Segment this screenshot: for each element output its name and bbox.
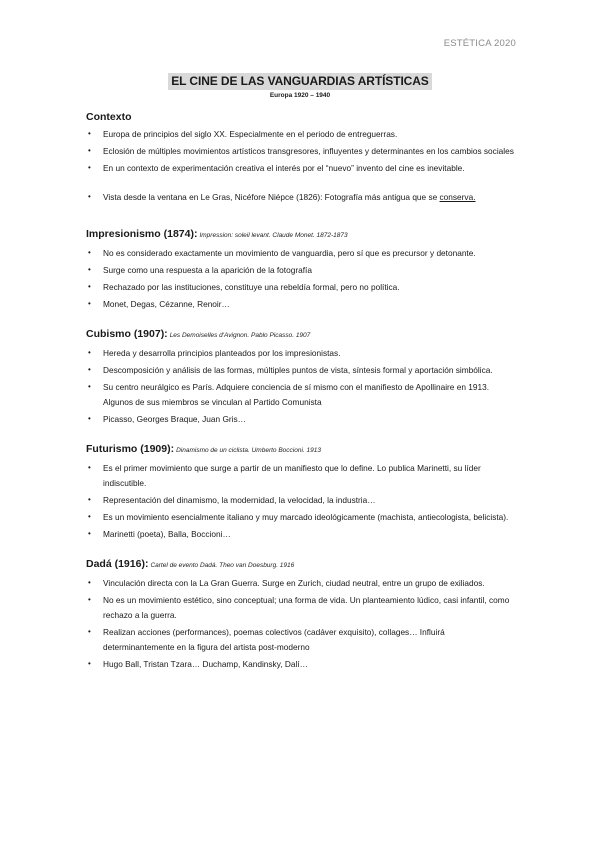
section-heading: Contexto <box>86 111 132 123</box>
list-item: • Picasso, Georges Braque, Juan Gris… <box>86 412 518 427</box>
bullet-icon: • <box>88 264 91 274</box>
bullet-icon: • <box>88 191 91 201</box>
bullet-list <box>86 576 518 671</box>
section-impresionismo <box>86 227 518 312</box>
list-item: • Marinetti (poeta), Balla, Boccioni… <box>86 527 518 542</box>
bullet-icon: • <box>88 463 91 473</box>
course-header: ESTÉTICA 2020 <box>443 38 516 49</box>
bullet-icon: • <box>88 129 91 138</box>
list-item: • Surge como una respuesta a la aparición de la fotografía <box>86 263 518 278</box>
list-item: • Hugo Ball, Tristan Tzara… Duchamp, Kandinsky, Dalí… <box>86 657 518 672</box>
bullet-icon: • <box>88 348 91 358</box>
list-item: • Eclosión de múltiples movimientos artísticos transgresores, influyentes y determinantes en los cambios sociales <box>86 144 518 159</box>
list-item: • No es considerado exactamente un movimiento de vanguardia, pero sí que es precursor y detonante. <box>86 246 518 261</box>
bullet-icon: • <box>88 511 91 521</box>
list-item: • Es el primer movimiento que surge a partir de un manifiesto que lo define. Lo publica Marinetti, su líder indiscutible. <box>88 463 481 488</box>
bullet-icon: • <box>88 145 91 155</box>
section-heading: Cubismo (1907): Les Demoiselles d'Avignon. Pablo Picasso. 1907 <box>86 328 311 341</box>
bullet-icon: • <box>88 382 91 392</box>
list-item: • Descomposición y análisis de las formas, múltiples puntos de vista, síntesis formal y aportación simbólica. <box>86 363 518 378</box>
list-item: • Es un movimiento esencialmente italiano y muy marcado ideológicamente (machista, antiecologista, belicista). <box>86 510 518 525</box>
bullet-icon: • <box>88 413 91 423</box>
bullet-icon: • <box>88 494 91 504</box>
bullet-icon: • <box>88 626 91 636</box>
list-item: • Su centro neurálgico es París. Adquiere conciencia de sí mismo con el manifiesto de Apollinaire en 1913. Algunos de sus miembros se vinculan al Partido Comunista <box>88 382 490 407</box>
document-body <box>86 110 518 674</box>
title-block <box>0 72 600 99</box>
section-dada <box>86 557 518 671</box>
bullet-icon: • <box>88 298 91 308</box>
list-item: • Monet, Degas, Cézanne, Renoir… <box>86 297 518 312</box>
bullet-icon: • <box>88 658 91 668</box>
section-heading: Dadá (1916): Cartel de evento Dadá. Theo van Doesburg. 1916 <box>86 558 295 571</box>
section-cubismo <box>86 327 518 426</box>
artwork-caption: Impression: soleil levant. Claude Monet. 1872-1873 <box>199 231 348 239</box>
artwork-caption: Les Demoiselles d'Avignon. Pablo Picasso. 1907 <box>169 332 311 340</box>
list-item: • Hereda y desarrolla principios planteados por los impresionistas. <box>86 346 518 361</box>
section-heading: Futurismo (1909): Dinamismo de un ciclista. Umberto Boccioni. 1913 <box>86 443 321 456</box>
underlined-text: conserva. <box>439 191 476 202</box>
bullet-icon: • <box>88 247 91 257</box>
list-item: • Representación del dinamismo, la modernidad, la velocidad, la industria… <box>86 493 518 508</box>
list-item: • No es un movimiento estético, sino conceptual; una forma de vida. Un planteamiento lúdico, casi infantil, como rechazo a la guerra. <box>88 595 510 620</box>
bullet-icon: • <box>88 595 91 605</box>
bullet-icon: • <box>88 365 91 375</box>
bullet-icon: • <box>88 578 91 588</box>
section-context <box>86 110 518 205</box>
list-item: • Vinculación directa con la La Gran Guerra. Surge en Zurich, ciudad neutral, entre un grupo de exiliados. <box>86 576 518 591</box>
bullet-icon: • <box>88 281 91 291</box>
list-item: • Realizan acciones (performances), poemas colectivos (cadáver exquisito), collages… Influirá determinantemente en la figura del artista post-moderno <box>88 626 445 652</box>
list-item: • Vista desde la ventana en Le Gras, Nicéfore Niépce (1826): Fotografía más antigua que se conserva. <box>86 190 518 205</box>
section-heading: Impresionismo (1874): Impression: soleil levant. Claude Monet. 1872-1873 <box>86 227 348 240</box>
list-item: • Europa de principios del siglo XX. Especialmente en el periodo de entreguerras. <box>86 127 518 142</box>
section-futurismo <box>86 442 518 541</box>
bullet-icon: • <box>88 528 91 538</box>
list-item: • En un contexto de experimentación creativa el interés por el “nuevo” invento del cine es inevitable. <box>86 161 518 176</box>
bullet-icon: • <box>88 162 91 172</box>
bullet-list <box>86 246 518 312</box>
list-item: • Rechazado por las instituciones, constituye una rebeldía formal, pero no política. <box>86 280 518 295</box>
artwork-caption: Cartel de evento Dadá. Theo van Doesburg. 1916 <box>150 562 295 570</box>
document-subtitle: Europa 1920 – 1940 <box>269 92 331 99</box>
bullet-list <box>86 346 518 426</box>
artwork-caption: Dinamismo de un ciclista. Umberto Boccioni. 1913 <box>176 447 321 455</box>
bullet-list <box>86 127 518 176</box>
bullet-list <box>86 190 518 205</box>
document-title: EL CINE DE LAS VANGUARDIAS ARTÍSTICAS <box>168 73 431 90</box>
bullet-list <box>86 461 518 541</box>
